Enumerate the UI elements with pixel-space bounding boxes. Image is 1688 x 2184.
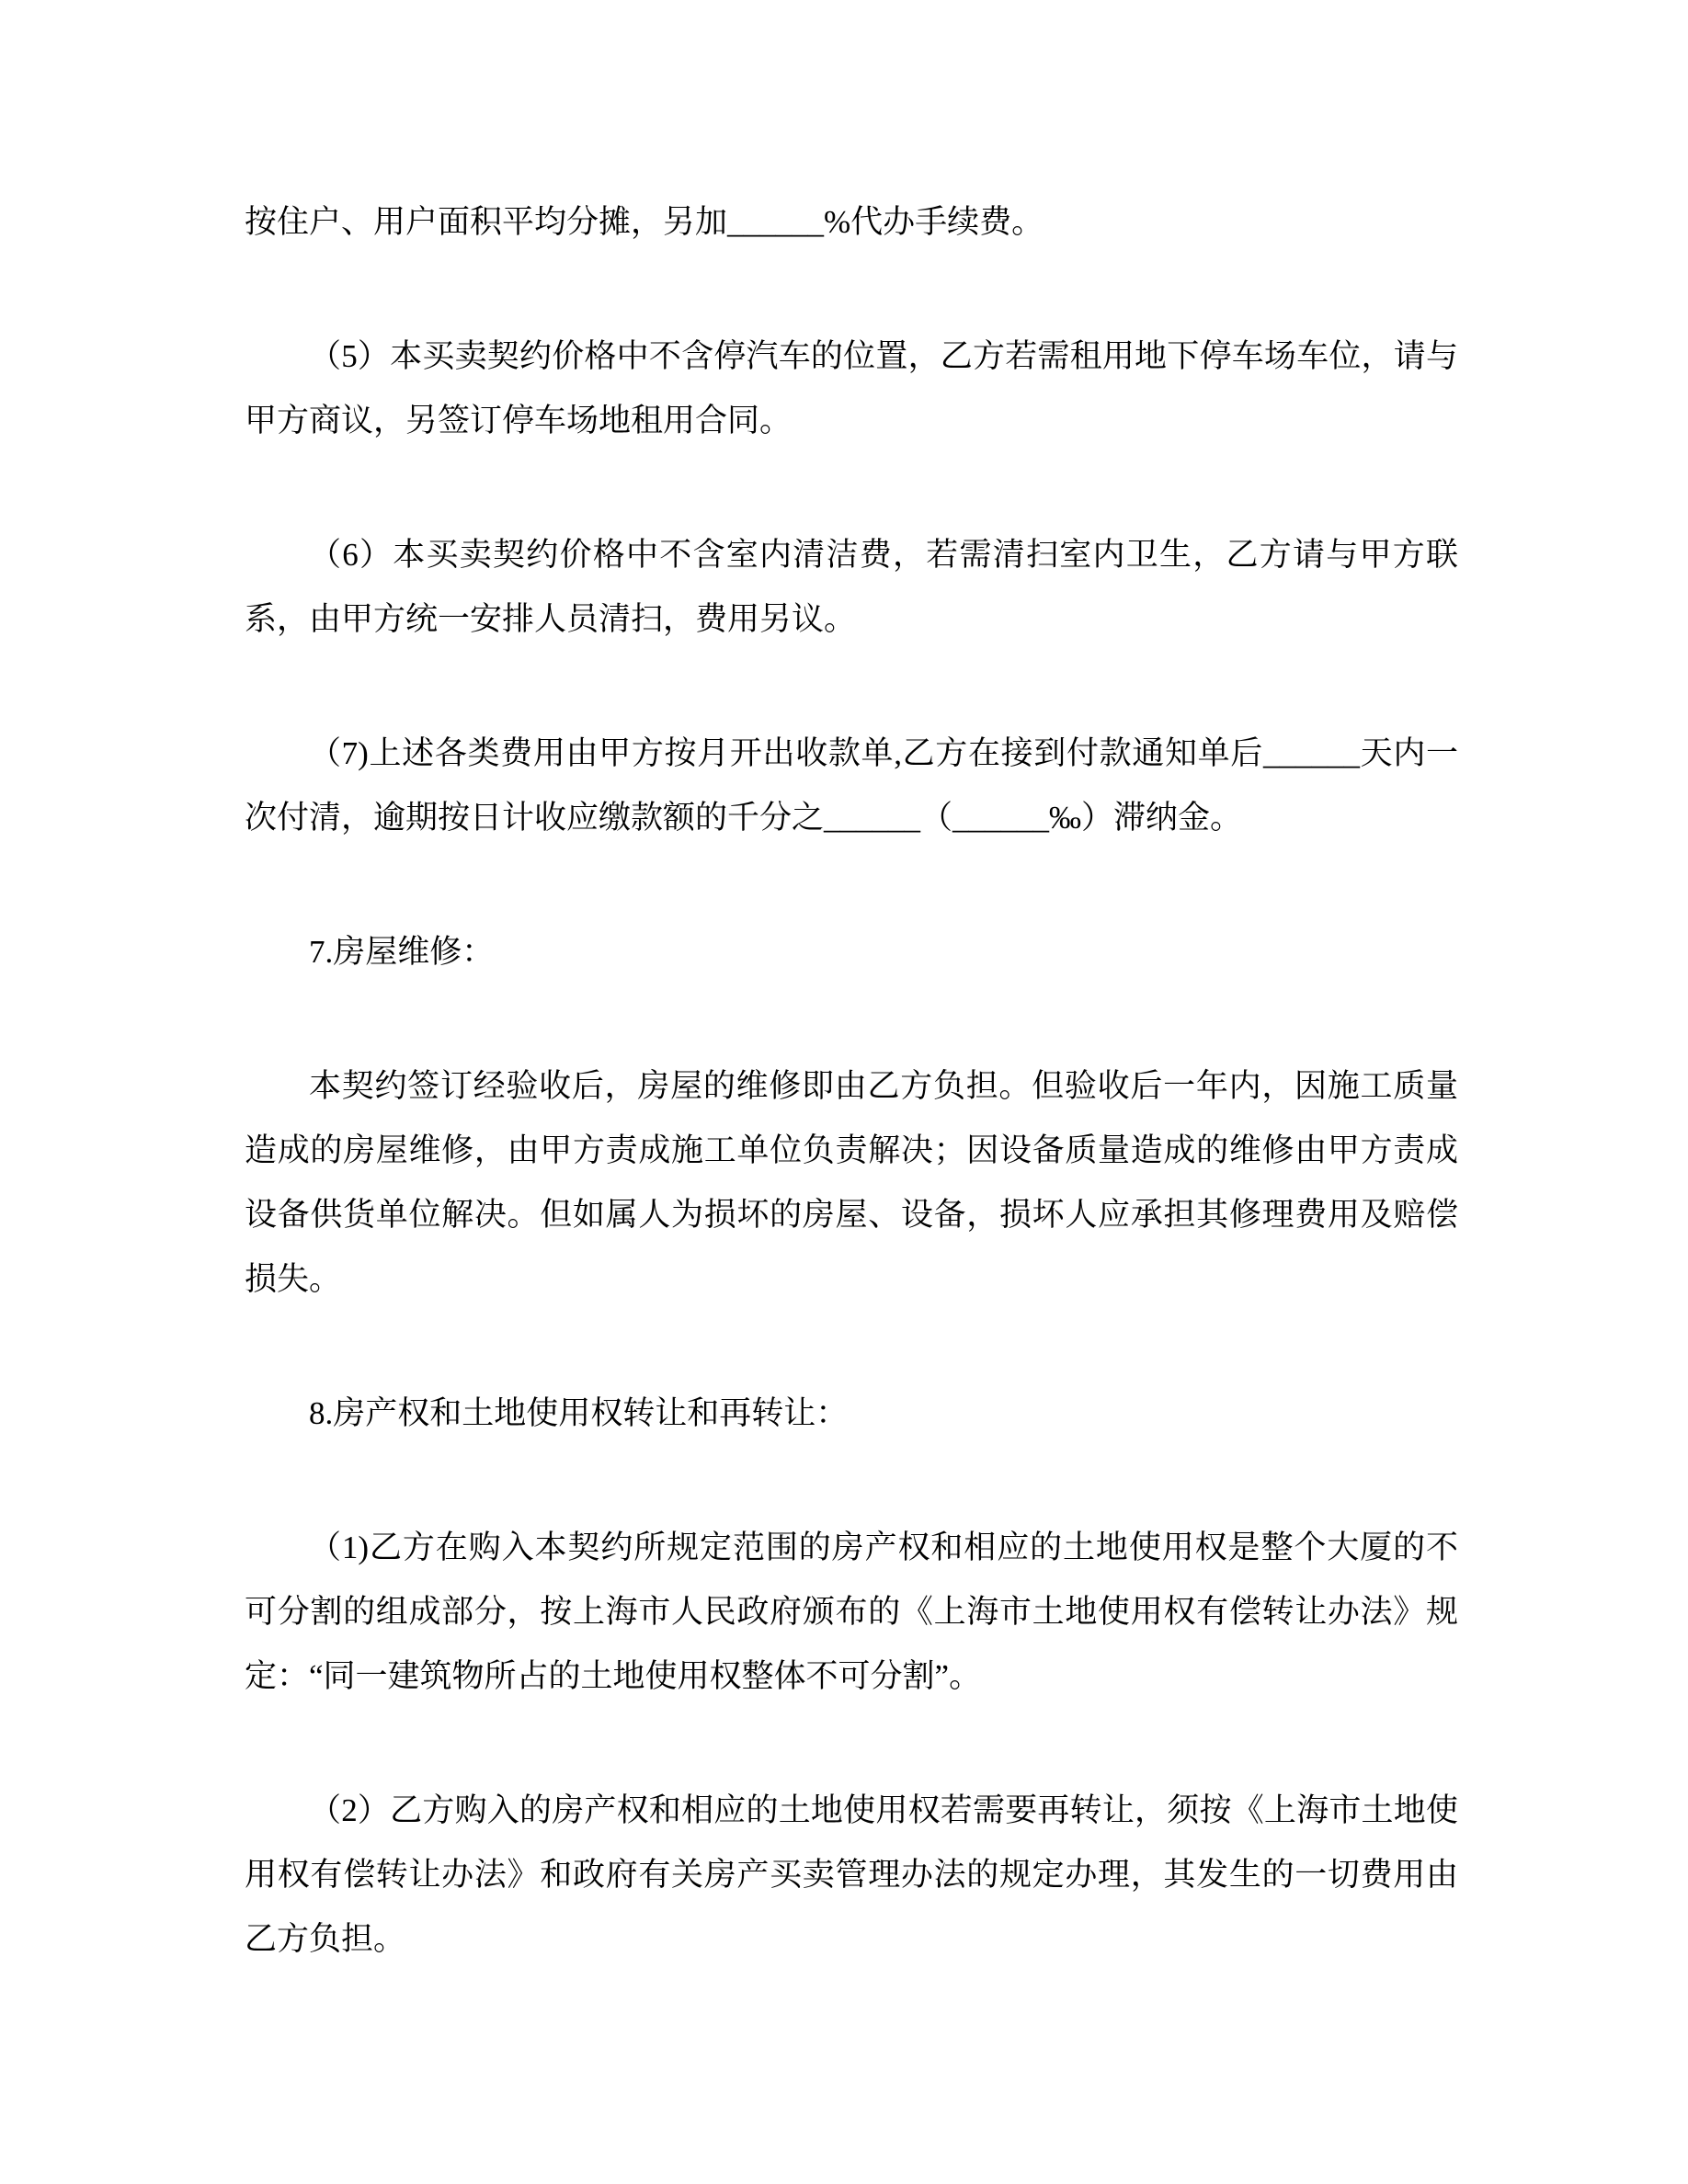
paragraph-clause-5-parking: （5）本买卖契约价格中不含停汽车的位置，乙方若需租用地下停车场车位，请与甲方商议，另签订停车场地租用合同。 [245,338,1458,438]
paragraph-clause-8-1-transfer: （1)乙方在购入本契约所规定范围的房产权和相应的土地使用权是整个大厦的不可分割的组成部分，按上海市人民政府颁布的《上海市土地使用权有偿转让办法》规定：“同一建筑物所占的土地使用权整体不可分割”。 [245,1530,1458,1694]
paragraph-clause-6-cleaning: （6）本买卖契约价格中不含室内清洁费，若需清扫室内卫生，乙方请与甲方联系，由甲方统一安排人员清扫，费用另议。 [245,537,1458,637]
section-8-heading: 8.房产权和土地使用权转让和再转让： [309,1395,849,1431]
paragraph-clause-7-payment: （7)上述各类费用由甲方按月开出收款单,乙方在接到付款通知单后______天内一次付清，逾期按日计收应缴款额的千分之______（______‰）滞纳金。 [245,735,1458,836]
paragraph-clause-8-2-retransfer: （2）乙方购入的房产权和相应的土地使用权若需要再转让，须按《上海市土地使用权有偿转让办法》和政府有关房产买卖管理办法的规定办理，其发生的一切费用由乙方负担。 [245,1792,1458,1957]
section-7-heading: 7.房屋维修： [309,934,495,970]
paragraph-fee-share-continuation: 按住户、用户面积平均分摊，另加______%代办手续费。 [245,204,1044,240]
section-7-body-maintenance: 本契约签订经验收后，房屋的维修即由乙方负担。但验收后一年内，因施工质量造成的房屋维修，由甲方责成施工单位负责解决；因设备质量造成的维修由甲方责成设备供货单位解决。但如属人为损坏的房屋、设备，损坏人应承担其修理费用及赔偿损失。 [245,1068,1458,1297]
